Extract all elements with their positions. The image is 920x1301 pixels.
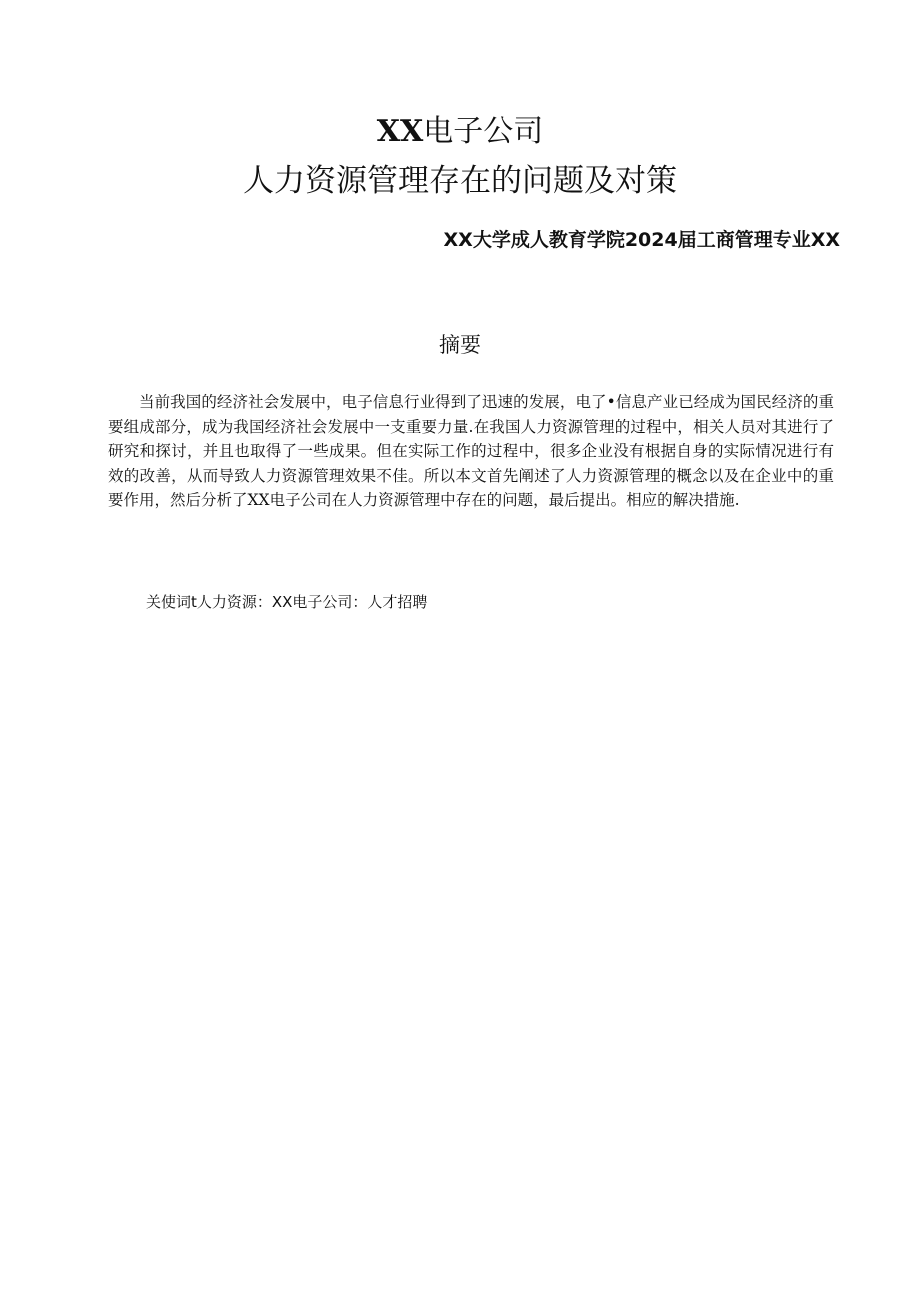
abstract-body: 当前我国的经济社会发展中，电子信息行业得到了迅速的发展，电了•信息产业已经成为国民经济的重要组成部分，成为我国经济社会发展中一支重要力量.在我国人力资源管理的过程中，相关人员对其进行了研究和探讨，并且也取得了一些成果。但在实际工作的过程中，很多企业没有根据自身的实际情况进行有效的改善，从而导致人力资源管理效果不佳。所以本文首先阐述了人力资源管理的概念以及在企业中的重要作用，然后分析了XX电子公司在人力资源管理中存在的问题，最后提出。相应的解决措施.	[108, 393, 834, 509]
keywords-line: 关使词t人力资源：XX电子公司：人才招聘	[146, 593, 428, 611]
document-title-line2: 人力资源管理存在的问题及对策	[243, 163, 677, 199]
author-line: XX大学成人教育学院2024届工商管理专业XX	[443, 229, 840, 251]
title-company-prefix: XX	[376, 114, 424, 149]
title-company-name: 电子公司	[423, 114, 544, 149]
document-title-line1	[0, 112, 920, 152]
abstract-heading: 摘要	[439, 333, 481, 357]
